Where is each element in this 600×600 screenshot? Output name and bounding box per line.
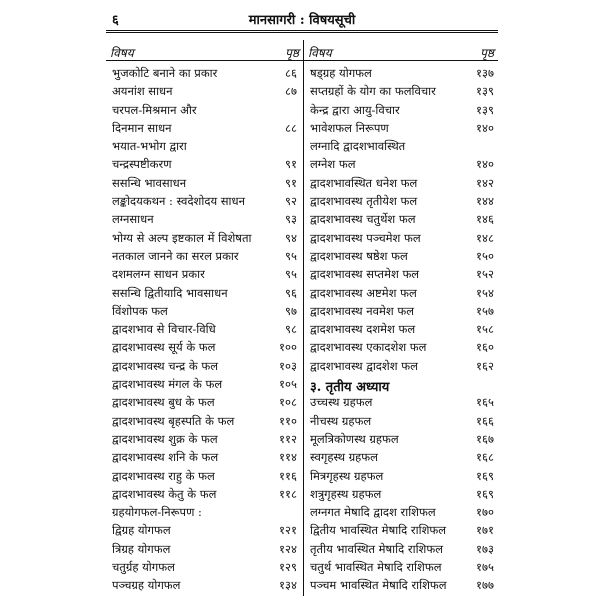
toc-entry-title: विंशोपक फल xyxy=(112,303,168,318)
toc-entry-title: मित्रगृहस्थ ग्रहफल xyxy=(310,468,384,483)
left-toc-column xyxy=(112,66,297,597)
toc-entry-title: द्वादशभावस्थ केतु के फल xyxy=(112,486,217,501)
toc-entry xyxy=(112,121,297,139)
toc-page-number: १४० xyxy=(476,157,494,172)
toc-page-number: ९७ xyxy=(285,303,297,318)
toc-entry-title: द्वितीय भावस्थित मेषादि राशिफल xyxy=(310,523,447,538)
toc-entry-title: दशमलग्न साधन प्रकार xyxy=(112,267,205,282)
toc-entry-title: चतुर्थ भावस्थित मेषादि राशिफल xyxy=(310,560,442,575)
toc-entry xyxy=(112,359,297,377)
toc-entry-title: लग्नेश फल xyxy=(310,157,356,172)
toc-page-number: ८७ xyxy=(285,84,297,99)
toc-entry xyxy=(112,469,297,487)
toc-page-number: ९५ xyxy=(285,267,297,282)
toc-page-number: १६९ xyxy=(476,486,494,501)
toc-entry-title: दिनमान साधन xyxy=(112,120,172,135)
toc-entry-title: सप्तग्रहों के योग का फलविचार xyxy=(310,84,436,99)
toc-entry-title: नतकाल जानने का सरल प्रकार xyxy=(112,248,239,263)
toc-entry-title: तृतीय भावस्थित मेषादि राशिफल xyxy=(310,541,444,556)
toc-page-number: १०० xyxy=(279,340,297,355)
toc-page-number: १०३ xyxy=(279,358,297,373)
toc-entry xyxy=(112,212,297,230)
toc-entry xyxy=(112,176,297,194)
toc-page-number: १५७ xyxy=(476,303,494,318)
right-toc-column xyxy=(310,66,494,597)
subject-heading: विषय xyxy=(308,46,332,60)
toc-entry-title: द्वादशभावस्थ षष्ठेश फल xyxy=(310,248,408,263)
toc-entry-title: द्वादशभावस्थ नवमेश फल xyxy=(310,303,415,318)
toc-page-number: १६० xyxy=(476,340,494,355)
toc-entry xyxy=(112,286,297,304)
toc-page-number: १५२ xyxy=(476,267,494,282)
toc-page-number: १४८ xyxy=(476,230,494,245)
toc-entry xyxy=(310,505,494,523)
toc-entry-title: शत्रुगृहस्थ ग्रहफल xyxy=(310,486,382,501)
toc-entry xyxy=(310,212,494,230)
toc-entry xyxy=(310,194,494,212)
toc-page-number: ९८ xyxy=(285,322,297,337)
toc-entry xyxy=(112,578,297,596)
toc-page-number: १६२ xyxy=(476,358,494,373)
toc-page-number: ९३ xyxy=(285,212,297,227)
toc-page-number: १०८ xyxy=(279,395,297,410)
toc-entry xyxy=(310,487,494,505)
toc-entry xyxy=(112,377,297,395)
column-divider xyxy=(303,40,304,596)
toc-entry xyxy=(310,84,494,102)
toc-entry xyxy=(112,505,297,523)
toc-entry-title: भावेशफल निरूपण xyxy=(310,120,389,135)
toc-entry xyxy=(310,322,494,340)
page-heading: पृष्ठ xyxy=(480,46,494,60)
toc-entry-title: द्वादशभावस्थ दशमेश फल xyxy=(310,322,416,337)
toc-entry xyxy=(310,542,494,560)
toc-page-number: ९१ xyxy=(285,157,297,172)
toc-page-number: १२१ xyxy=(279,523,297,538)
toc-entry xyxy=(112,194,297,212)
toc-entry-title: द्वादशभावस्थ अष्टमेश फल xyxy=(310,285,417,300)
toc-page-number: १६७ xyxy=(476,431,494,446)
toc-entry-title: द्वादशभावस्थित धनेश फल xyxy=(310,175,418,190)
page-title: मानसागरी : विषयसूची xyxy=(248,13,356,28)
toc-entry xyxy=(112,450,297,468)
toc-entry xyxy=(310,340,494,358)
toc-entry xyxy=(310,267,494,285)
toc-page-number: ९१ xyxy=(285,175,297,190)
toc-entry xyxy=(112,139,297,157)
toc-entry xyxy=(112,542,297,560)
subject-heading: विषय xyxy=(110,46,134,60)
toc-page-number: १४४ xyxy=(476,194,494,209)
toc-page-number: १६८ xyxy=(476,450,494,465)
toc-page-number: १४२ xyxy=(476,175,494,190)
toc-entry xyxy=(310,304,494,322)
toc-page-number: १७५ xyxy=(476,560,494,575)
toc-entry-title: भयात-भभोग द्वारा xyxy=(112,139,187,154)
page-heading: पृष्ठ xyxy=(285,46,299,60)
toc-entry xyxy=(112,487,297,505)
toc-entry-title: मूलत्रिकोणस्थ ग्रहफल xyxy=(310,431,399,446)
page-number: ६ xyxy=(112,13,119,28)
toc-entry xyxy=(310,121,494,139)
header-rule xyxy=(106,30,498,33)
toc-entry xyxy=(310,249,494,267)
toc-entry-title: द्वादशभावस्थ शनि के फल xyxy=(112,450,219,465)
toc-page-number: ८८ xyxy=(285,120,297,135)
toc-entry xyxy=(310,414,494,432)
right-column-heading xyxy=(304,40,498,62)
toc-page-number: १३४ xyxy=(279,578,297,593)
toc-entry-title: द्वादशभावस्थ बुध के फल xyxy=(112,395,215,410)
toc-entry-title: द्वादशभावस्थ सप्तमेश फल xyxy=(310,267,420,282)
toc-page-number: १३७ xyxy=(476,66,494,80)
toc-page-number: ८६ xyxy=(285,66,297,80)
toc-entry xyxy=(310,469,494,487)
toc-page-number: १७३ xyxy=(476,541,494,556)
toc-entry-title: चरपल-मिश्रमान और xyxy=(112,102,197,117)
toc-entry xyxy=(112,249,297,267)
toc-entry-title: भुजकोटि बनाने का प्रकार xyxy=(112,66,218,80)
toc-entry-title: लग्नादि द्वादशभावस्थित xyxy=(310,139,406,154)
toc-entry-title: पञ्चग्रह योगफल xyxy=(112,578,181,593)
toc-entry-title: षड्ग्रह योगफल xyxy=(310,66,372,80)
toc-entry xyxy=(310,66,494,84)
toc-entry xyxy=(112,66,297,84)
page-header xyxy=(106,6,498,32)
toc-entry xyxy=(310,103,494,121)
toc-page-number: १७७ xyxy=(476,578,494,593)
toc-entry-title: भोग्य से अल्प इष्टकाल में विशेषता xyxy=(112,230,252,245)
toc-page-number: ११२ xyxy=(279,431,297,446)
toc-entry xyxy=(310,286,494,304)
toc-entry xyxy=(310,450,494,468)
toc-entry xyxy=(310,560,494,578)
toc-entry-title: द्वादशभावस्थ पञ्चमेश फल xyxy=(310,230,421,245)
toc-entry-title: द्वादशभावस्थ राहु के फल xyxy=(112,468,215,483)
toc-entry xyxy=(112,395,297,413)
toc-entry-title: द्वादशभावस्थ द्वादशेश फल xyxy=(310,358,418,373)
toc-page-number: ११८ xyxy=(279,486,297,501)
toc-page-number: १५० xyxy=(476,248,494,263)
toc-entry xyxy=(112,560,297,578)
toc-entry-title: नीचस्थ ग्रहफल xyxy=(310,413,372,428)
toc-page-number: १२९ xyxy=(279,560,297,575)
toc-entry-title: लग्नगत मेषादि द्वादश राशिफल xyxy=(310,505,436,520)
toc-entry-title: लग्नसाधन xyxy=(112,212,154,227)
toc-entry-title: लङ्कोदयकथन : स्वदेशोदय साधन xyxy=(112,194,245,209)
toc-page-number: १६५ xyxy=(476,395,494,410)
toc-page-number: १५८ xyxy=(476,322,494,337)
toc-page-number: ९२ xyxy=(285,194,297,209)
toc-entry-title: त्रिग्रह योगफल xyxy=(112,541,171,556)
toc-page-number: १०५ xyxy=(279,377,297,392)
toc-entry-title: उच्चस्थ ग्रहफल xyxy=(310,395,373,410)
toc-entry-title: द्वादशभावस्थ शुक्र के फल xyxy=(112,431,218,446)
toc-entry-title: ग्रहयोगफल-निरूपण : xyxy=(112,505,202,520)
toc-entry-title: चन्द्रस्पष्टीकरण xyxy=(112,157,172,172)
toc-entry xyxy=(310,231,494,249)
toc-entry-title: द्वादशभाव से विचार-विधि xyxy=(112,322,216,337)
toc-entry-title: अयनांश साधन xyxy=(112,84,173,99)
toc-entry xyxy=(310,377,494,395)
toc-entry xyxy=(310,395,494,413)
toc-page-number: १६६ xyxy=(476,413,494,428)
toc-entry xyxy=(310,359,494,377)
toc-entry xyxy=(310,139,494,157)
toc-entry-title: द्वादशभावस्थ बृहस्पति के फल xyxy=(112,413,235,428)
toc-page-number: १४० xyxy=(476,120,494,135)
toc-entry-title: द्विग्रह योगफल xyxy=(112,523,171,538)
toc-page-number: ९६ xyxy=(285,285,297,300)
toc-entry-title: ससन्धि द्वितीयादि भावसाधन xyxy=(112,285,228,300)
toc-page-number: १७१ xyxy=(476,523,494,538)
toc-entry xyxy=(112,231,297,249)
toc-entry xyxy=(112,84,297,102)
toc-entry xyxy=(310,578,494,596)
toc-entry xyxy=(112,267,297,285)
toc-entry-title: स्वगृहस्थ ग्रहफल xyxy=(310,450,378,465)
toc-entry xyxy=(310,523,494,541)
toc-entry-title: द्वादशभावस्थ चन्द्र के फल xyxy=(112,358,218,373)
toc-entry xyxy=(310,157,494,175)
toc-entry xyxy=(112,322,297,340)
toc-entry-title: द्वादशभावस्थ तृतीयेश फल xyxy=(310,194,418,209)
toc-page-number: ११० xyxy=(279,413,297,428)
toc-entry-title: केन्द्र द्वारा आयु-विचार xyxy=(310,102,400,117)
toc-page-number: ९५ xyxy=(285,248,297,263)
toc-entry-title: द्वादशभावस्थ एकादशेश फल xyxy=(310,340,427,355)
toc-entry xyxy=(112,157,297,175)
toc-page-number: १२४ xyxy=(279,541,297,556)
toc-entry xyxy=(112,414,297,432)
toc-page-number: १३९ xyxy=(476,84,494,99)
toc-entry xyxy=(112,523,297,541)
heading-rule xyxy=(106,60,498,61)
toc-entry-title: द्वादशभावस्थ मंगल के फल xyxy=(112,377,223,392)
toc-entry xyxy=(112,304,297,322)
toc-page-number: १५४ xyxy=(476,285,494,300)
toc-page-number: ११४ xyxy=(279,450,297,465)
toc-page-number: ११६ xyxy=(279,468,297,483)
left-column-heading xyxy=(106,40,303,62)
toc-entry-title: पञ्चम भावस्थित मेषादि राशिफल xyxy=(310,578,447,593)
toc-entry-title: ससन्धि भावसाधन xyxy=(112,175,187,190)
toc-page-number: १३९ xyxy=(476,102,494,117)
toc-entry xyxy=(112,103,297,121)
toc-entry xyxy=(310,432,494,450)
toc-entry xyxy=(310,176,494,194)
toc-entry xyxy=(112,340,297,358)
chapter-heading: ३. तृतीय अध्याय xyxy=(310,380,390,396)
toc-page-number: ९४ xyxy=(285,230,297,245)
toc-entry-title: द्वादशभावस्थ सूर्य के फल xyxy=(112,340,216,355)
toc-entry xyxy=(112,432,297,450)
toc-entry-title: चतुर्ग्रह योगफल xyxy=(112,560,175,575)
toc-page-number: १६९ xyxy=(476,468,494,483)
toc-page-number: १४६ xyxy=(476,212,494,227)
toc-entry-title: द्वादशभावस्थ चतुर्थेश फल xyxy=(310,212,416,227)
toc-page-number: १७० xyxy=(476,505,494,520)
